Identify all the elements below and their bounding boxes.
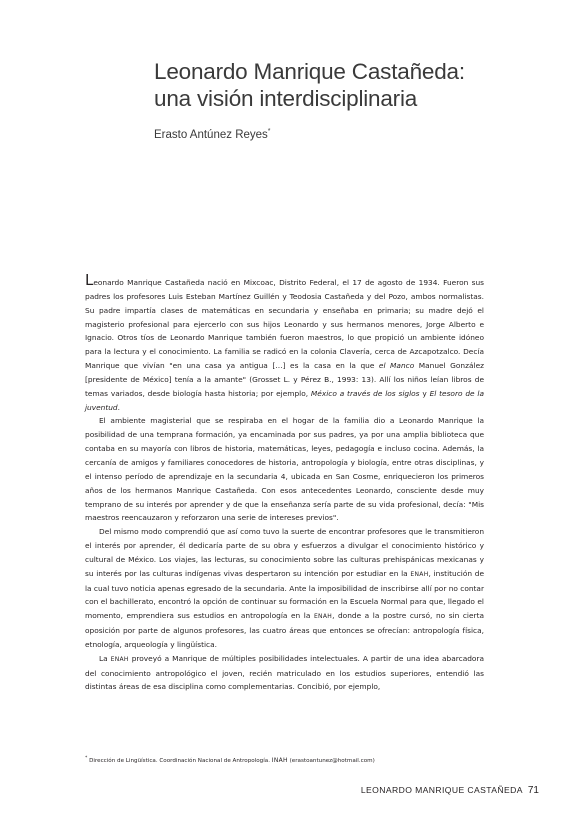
article-title-line-2: una visión interdisciplinaria [154, 86, 418, 111]
paragraph-1-italic-3: El tesoro de la juventud [85, 388, 484, 412]
footnote-mark: * [85, 756, 88, 761]
paragraph-1 [85, 273, 484, 414]
footnote [85, 756, 484, 764]
paragraph-4 [85, 652, 484, 695]
paragraph-4-text-b: proveyó a Manrique de múltiples posibilidades intelectuales. A partir de una idea abarcadora del conocimiento antropológico el joven, recién matriculado en los estudios superiores, entendió las distintas áreas de esa disciplina como complementarias. Concibió, por ejemplo, [85, 653, 484, 692]
author-byline [154, 128, 271, 141]
paragraph-3-text-b: , institución de la cual tuvo noticia apenas egresado de la secundaria. Ante la imposibilidad de inscribirse allí por no contar con el bachillerato, encontró la opción de continuar su formación en la Escuela Normal para que, llegado el momento, emprendiera sus estudios en antropología en la [85, 568, 484, 621]
article-body [85, 273, 484, 694]
author-name: Erasto Antúnez Reyes [154, 128, 268, 141]
paragraph-1-text-3: y [419, 388, 430, 398]
article-title-line-1: Leonardo Manrique Castañeda: [154, 59, 465, 84]
footnote-affiliation: Dirección de Lingüística. Coordinación Nacional de Antropología. [89, 757, 272, 764]
article-title [154, 58, 534, 112]
paragraph-1-italic-1: el Manco [378, 361, 415, 371]
inah-acronym: INAH [271, 756, 288, 764]
paragraph-3-text-c: , donde a la postre cursó, no sin cierta oposición por parte de algunos profesores, las cuatro áreas que entonces se ofrecían: antropología física, etnología, arqueología y lingüística. [85, 611, 484, 649]
enah-acronym: ENAH [410, 570, 429, 578]
paragraph-1-text-2: Manuel González [presidente de México] tenía a la amante" (Grosset L. y Pérez B., 1993: 13). Allí los niños leían libros de temas variados, desde biología hasta historia; por ejemplo, [85, 361, 484, 398]
running-footer [361, 785, 539, 796]
page-number: 71 [527, 785, 539, 796]
paragraph-3 [85, 525, 484, 652]
paragraph-3-text-a: Del mismo modo comprendió que así como tuvo la suerte de encontrar profesores que le transmitieron el interés por aprender, él dedicaría parte de su obra y esfuerzos a divulgar el conocimiento histórico y cultural de México. Los viajes, las lecturas, su conocimiento sobre las culturas prehispánicas mexicanas y su interés por las culturas indígenas vivas despertaron su intención por estudiar en la [85, 527, 484, 578]
paragraph-4-text-a: La [99, 653, 111, 663]
drop-cap: L [85, 271, 94, 289]
enah-acronym: ENAH [313, 613, 333, 621]
paragraph-1-italic-2: México a través de los siglos [310, 388, 420, 398]
running-head-title: LEONARDO MANRIQUE CASTAÑEDA [360, 785, 523, 795]
enah-acronym: ENAH [110, 655, 129, 663]
paragraph-1-text: eonardo Manrique Castañeda nació en Mixcoac, Distrito Federal, el 17 de agosto de 1934. Fueron sus padres los profesores Luis Esteban Martínez Guillén y Teodosia Castañeda y del Pozo, ambos normalistas. Su padre impartía clases de matemáticas en secundaria y enseñaba en primaria; su madre dejó el magisterio profesional para ejercerlo con sus hijos Leonardo y sus hermanos menores, Jorge Alberto e Ignacio. Otros tíos de Leonardo Manrique también fueron maestros, lo que propició un ambiente idóneo para la lectura y el conocimiento. La familia se radicó en la colonia Clavería, cerca de Azcapotzalco. Decía Manrique que vivían "en una casa ya antigua […] es la casa en la que [85, 278, 484, 371]
paragraph-2: El ambiente magisterial que se respiraba en el hogar de la familia dio a Leonardo Manrique la posibilidad de una temprana formación, ya encaminada por sus padres, ya por una amplia biblioteca que contaba en su mayoría con libros de historia, matemáticas, leyes, pedagogía e incluso cocina. Además, la cercanía de amigos y familiares conocedores de historia, antropología y biología, entre otras disciplinas, y el intenso período de aprendizaje en la secundaria 4, ubicada en San Cosme, enriquecieron los primeros años de los hermanos Manrique Castañeda. Con esos antecedentes Leonardo, consciente desde muy temprano de su interés por aprender y de que la enseñanza sería parte de su vida profesional, decía: "Mis maestros reencauzaron y reforzaron una serie de intereses previos". [85, 416, 484, 523]
author-footnote-mark: * [267, 128, 271, 135]
paragraph-1-text-4: . [117, 402, 120, 412]
footnote-email: (erastoantunez@hotmail.com) [287, 757, 375, 764]
